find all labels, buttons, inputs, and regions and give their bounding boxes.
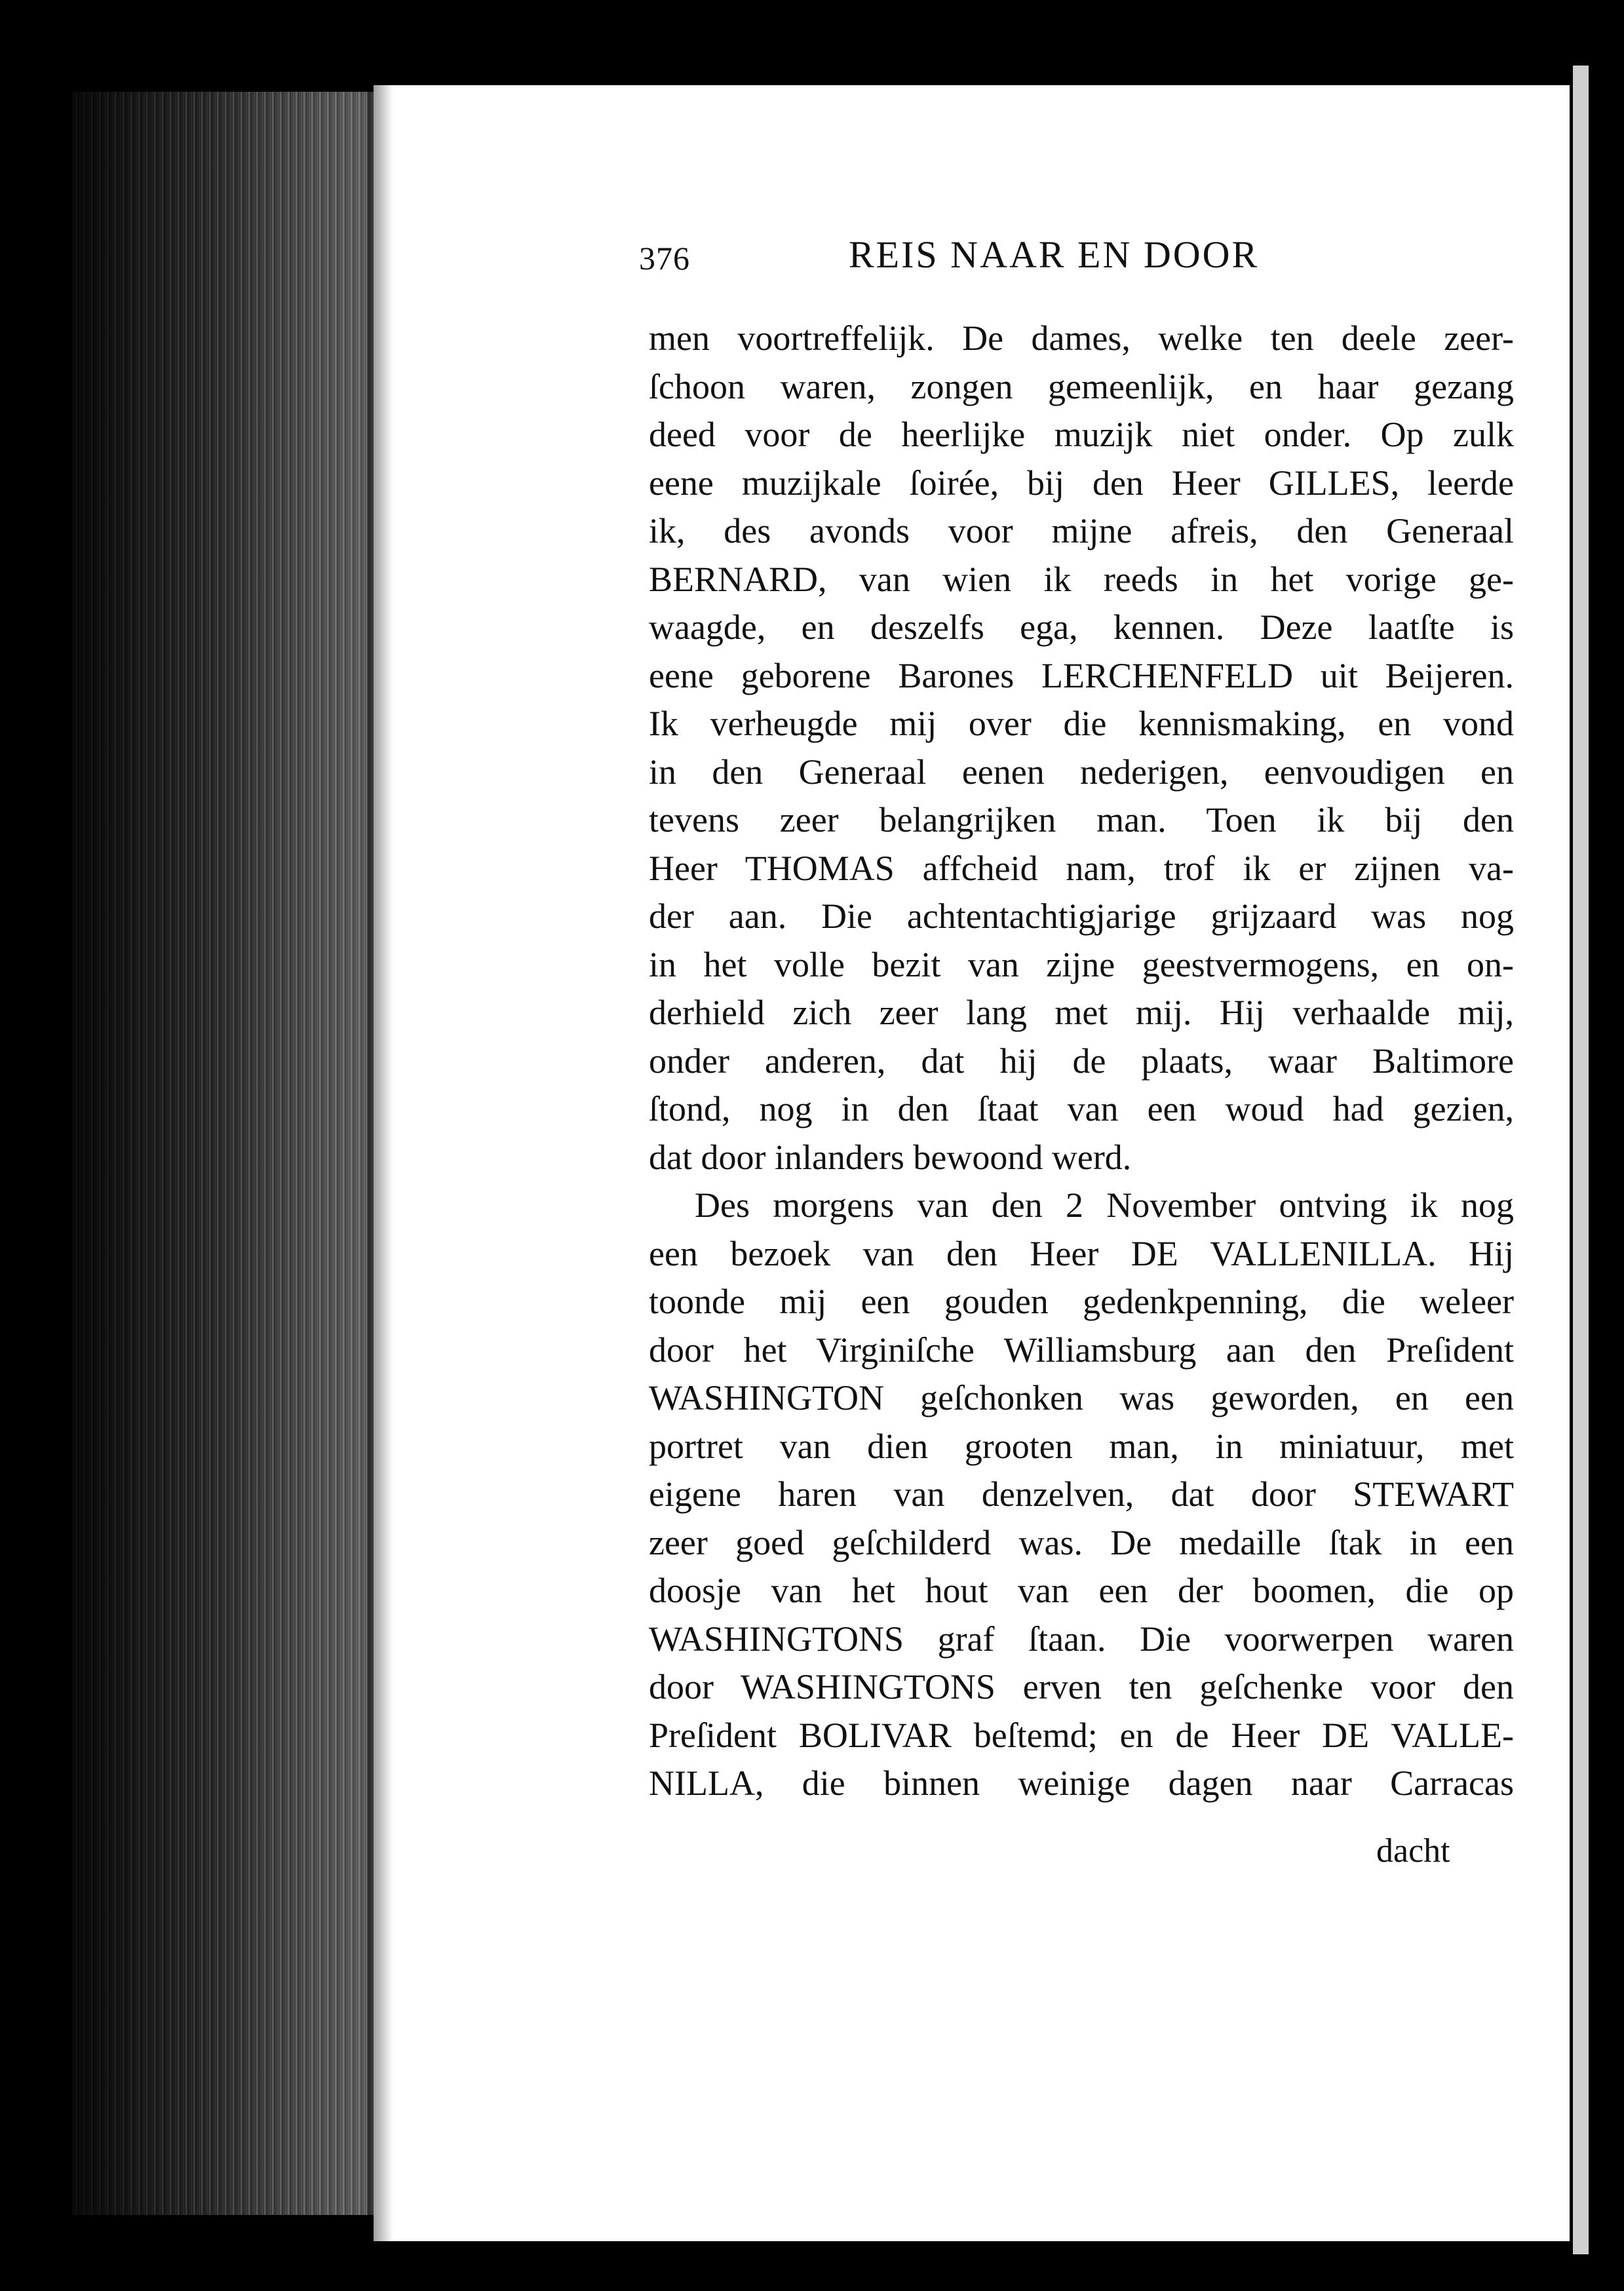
text-line: zeer goed geſchilderd was. De medaille ſtak in een	[649, 1522, 1514, 1562]
page-number: 376	[639, 240, 690, 277]
text-line: eene geborene Barones LERCHENFELD uit Beijeren.	[649, 655, 1514, 695]
text-line: BERNARD, van wien ik reeds in het vorige ge-	[649, 559, 1514, 599]
opposite-page-edge	[1573, 66, 1589, 2254]
text-line: Preſident BOLIVAR beſtemd; en de Heer DE VALLE-	[649, 1715, 1514, 1755]
text-line: WASHINGTONS graf ſtaan. Die voorwerpen waren	[649, 1619, 1514, 1659]
text-line: waagde, en deszelfs ega, kennen. Deze laatſte is	[649, 607, 1514, 647]
page-header	[639, 233, 1294, 285]
text-line: ſchoon waren, zongen gemeenlijk, en haar gezang	[649, 366, 1514, 406]
text-line: Des morgens van den 2 November ontving ik nog	[695, 1185, 1514, 1225]
running-title: REIS NAAR EN DOOR	[849, 233, 1260, 276]
text-line: doosje van het hout van een der boomen, die op	[649, 1571, 1514, 1610]
text-line: WASHINGTON geſchonken was geworden, en een	[649, 1378, 1514, 1417]
text-line: tevens zeer belangrijken man. Toen ik bij den	[649, 800, 1514, 839]
gutter-shadow	[367, 85, 393, 2241]
text-line: door WASHINGTONS erven ten geſchenke voor den	[649, 1667, 1514, 1706]
text-line: eene muzijkale ſoirée, bij den Heer GILLES, leerde	[649, 463, 1514, 503]
text-line: in het volle bezit van zijne geestvermogens, en on-	[649, 944, 1514, 984]
text-line: deed voor de heerlijke muzijk niet onder. Op zulk	[649, 415, 1514, 454]
text-line: een bezoek van den Heer DE VALLENILLA. Hij	[649, 1233, 1514, 1273]
catchword: dacht	[1376, 1832, 1450, 1870]
text-line: dat door inlanders bewoond werd.	[649, 1137, 1132, 1177]
text-line: ik, des avonds voor mijne afreis, den Generaal	[649, 511, 1514, 550]
text-line: onder anderen, dat hij de plaats, waar Baltimore	[649, 1041, 1514, 1081]
body-text	[649, 315, 1514, 1808]
text-line: door het Virginiſche Williamsburg aan den Preſident	[649, 1330, 1514, 1370]
text-line: ſtond, nog in den ſtaat van een woud had gezien,	[649, 1089, 1514, 1128]
text-line: NILLA, die binnen weinige dagen naar Carracas	[649, 1763, 1514, 1803]
text-line: eigene haren van denzelven, dat door STEWART	[649, 1474, 1514, 1514]
text-line: Heer THOMAS affcheid nam, trof ik er zijnen va-	[649, 848, 1514, 888]
text-line: toonde mij een gouden gedenkpenning, die weleer	[649, 1282, 1514, 1321]
text-line: Ik verheugde mij over die kennismaking, en vond	[649, 704, 1514, 743]
text-line: portret van dien grooten man, in miniatuur, met	[649, 1426, 1514, 1466]
text-line: der aan. Die achtentachtigjarige grijzaard was nog	[649, 896, 1514, 936]
text-line: in den Generaal eenen nederigen, eenvoudigen en	[649, 752, 1514, 792]
text-line: derhield zich zeer lang met mij. Hij verhaalde mij,	[649, 993, 1514, 1032]
text-line: men voortreffelijk. De dames, welke ten deele zeer-	[649, 318, 1514, 358]
